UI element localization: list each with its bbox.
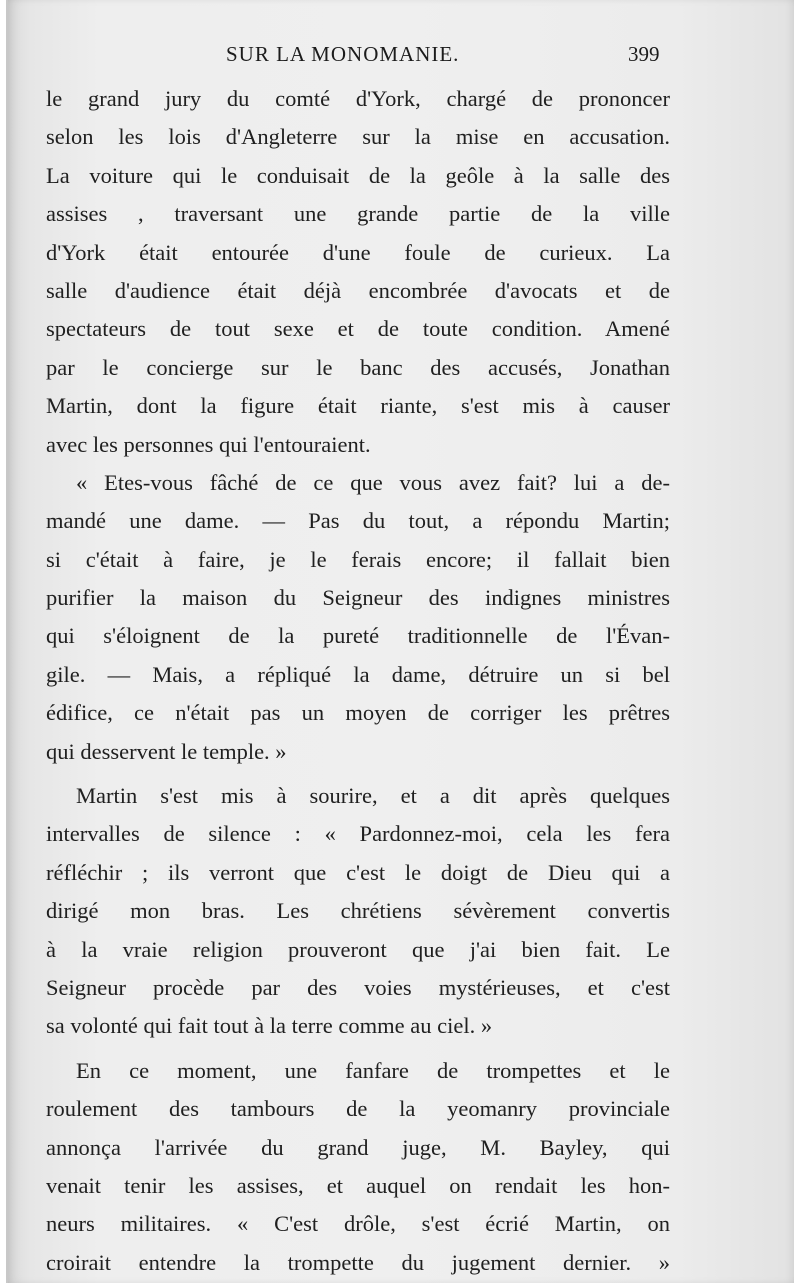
text-line: La voiture qui le conduisait de la geôle à la salle des xyxy=(46,162,670,188)
text-line: d'York était entourée d'une foule de curieux. La xyxy=(46,239,670,265)
text-line: En ce moment, une fanfare de trompettes et le xyxy=(76,1057,670,1083)
paragraph-3 xyxy=(46,777,670,1046)
text-line: assises , traversant une grande partie de la ville xyxy=(46,201,670,227)
running-title: SUR LA MONOMANIE. xyxy=(226,42,460,66)
text-line: le grand jury du comté d'York, chargé de prononcer xyxy=(46,86,670,111)
text-line: croirait entendre la trompette du jugement dernier. » xyxy=(46,1249,670,1275)
book-page xyxy=(6,0,794,1283)
text-line: à la vraie religion prouveront que j'ai bien fait. Le xyxy=(46,936,670,962)
text-line: venait tenir les assises, et auquel on rendait les hon- xyxy=(46,1172,670,1198)
text-line: Seigneur procède par des voies mystérieuses, et c'est xyxy=(46,974,670,1000)
text-line: sa volonté qui fait tout à la terre comme au ciel. » xyxy=(46,1013,493,1039)
page-number: 399 xyxy=(628,42,660,66)
text-line: purifier la maison du Seigneur des indignes ministres xyxy=(46,585,670,611)
text-line: si c'était à faire, je le ferais encore; il fallait bien xyxy=(46,546,670,572)
text-line: annonça l'arrivée du grand juge, M. Bayley, qui xyxy=(46,1134,670,1160)
body-text xyxy=(46,80,670,1282)
text-line: dirigé mon bras. Les chrétiens sévèrement convertis xyxy=(46,898,670,924)
text-line: selon les lois d'Angleterre sur la mise en accusation. xyxy=(46,124,670,150)
text-line: salle d'audience était déjà encombrée d'avocats et de xyxy=(46,277,670,303)
text-line: par le concierge sur le banc des accusés, Jonathan xyxy=(46,354,670,380)
paragraph-4 xyxy=(46,1052,670,1282)
text-line: qui s'éloignent de la pureté traditionnelle de l'Évan- xyxy=(46,623,670,649)
paragraph-1 xyxy=(46,80,670,464)
paragraph-2 xyxy=(46,464,670,771)
text-line: Martin s'est mis à sourire, et a dit après quelques xyxy=(76,783,670,809)
text-line: avec les personnes qui l'entouraient. xyxy=(46,431,371,457)
text-line: réfléchir ; ils verront que c'est le doigt de Dieu qui a xyxy=(46,859,670,885)
page-edge xyxy=(6,0,8,1283)
text-line: neurs militaires. « C'est drôle, s'est écrié Martin, on xyxy=(46,1211,670,1237)
text-line: roulement des tambours de la yeomanry provinciale xyxy=(46,1096,670,1122)
text-line: qui desservent le temple. » xyxy=(46,738,287,764)
text-line: Martin, dont la figure était riante, s'est mis à causer xyxy=(46,393,670,419)
text-line: spectateurs de tout sexe et de toute condition. Amené xyxy=(46,316,670,342)
page-header xyxy=(6,42,794,72)
text-line: « Etes-vous fâché de ce que vous avez fait? lui a de- xyxy=(76,469,670,495)
text-line: gile. — Mais, a répliqué la dame, détruire un si bel xyxy=(46,661,670,687)
text-line: intervalles de silence : « Pardonnez-moi, cela les fera xyxy=(46,821,670,847)
text-line: mandé une dame. — Pas du tout, a répondu Martin; xyxy=(46,508,670,534)
text-line: édifice, ce n'était pas un moyen de corriger les prêtres xyxy=(46,700,670,726)
